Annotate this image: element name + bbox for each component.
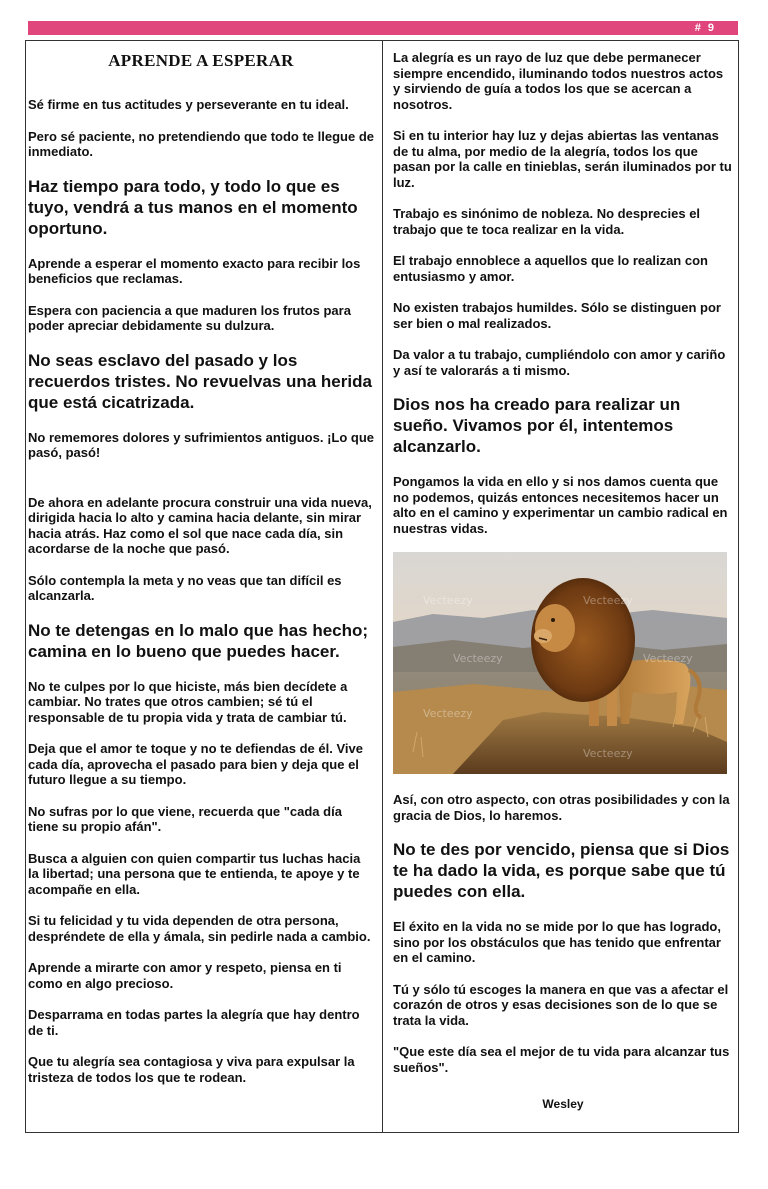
highlight-paragraph: No te des por vencido, piensa que si Dios te ha dado la vida, es porque sabe que tú puedes con ella. — [393, 840, 730, 901]
paragraph: Si en tu interior hay luz y dejas abiertas las ventanas de tu alma, por medio de la alegría, todos los que pasan por la calle en tinieblas, serán iluminados por tu luz. — [393, 128, 732, 190]
right-column — [393, 40, 733, 1111]
paragraph: Aprende a mirarte con amor y respeto, piensa en ti como en algo precioso. — [28, 960, 342, 991]
column-divider — [382, 40, 383, 1133]
paragraph: Trabajo es sinónimo de nobleza. No desprecies el trabajo que te toca realizar en la vida. — [393, 206, 701, 237]
paragraph: No sufras por lo que viene, recuerda que "cada día tiene su propio afán". — [28, 803, 342, 834]
author-signature: Wesley — [542, 1097, 584, 1111]
svg-text:Vecteezy: Vecteezy — [583, 747, 633, 760]
highlight-paragraph: Haz tiempo para todo, y todo lo que es tuyo, vendrá a tus manos en el momento oportuno. — [28, 176, 358, 238]
page-header-bar — [28, 21, 738, 35]
svg-text:Vecteezy: Vecteezy — [643, 652, 693, 665]
svg-text:Vecteezy: Vecteezy — [583, 594, 633, 607]
article-title: APRENDE A ESPERAR — [108, 51, 294, 70]
highlight-paragraph: Dios nos ha creado para realizar un sueño. Vivamos por él, intentemos alcanzarlo. — [393, 395, 681, 456]
paragraph: Espera con paciencia a que maduren los frutos para poder apreciar debidamente su dulzura. — [28, 302, 351, 333]
paragraph: La alegría es un rayo de luz que debe permanecer siempre encendido, iluminando todos nuestros actos y sirviendo de guía a todos los que se acercan a nosotros. — [393, 50, 724, 112]
paragraph: Pero sé paciente, no pretendiendo que todo te llegue de inmediato. — [28, 128, 374, 159]
svg-text:Vecteezy: Vecteezy — [453, 652, 503, 665]
lion-photo — [393, 552, 727, 774]
paragraph: Busca a alguien con quien compartir tus luchas hacia la libertad; una persona que te entienda, te apoye y te acompañe en ella. — [28, 850, 361, 897]
paragraph: Pongamos la vida en ello y si nos damos cuenta que no podemos, quizás entonces necesitemos hacer un alto en el camino y experimentar un cambio radical en nuestras vidas. — [393, 474, 728, 536]
paragraph: Sé firme en tus actitudes y perseverante en tu ideal. — [28, 97, 349, 112]
page-number: # 9 — [694, 22, 716, 34]
right-column-top — [393, 50, 733, 536]
highlight-paragraph: No te detengas en lo malo que has hecho; camina en lo bueno que puedes hacer. — [28, 620, 369, 661]
paragraph: Desparrama en todas partes la alegría que hay dentro de ti. — [28, 1007, 360, 1038]
paragraph: Sólo contempla la meta y no veas que tan difícil es alcanzarla. — [28, 572, 342, 603]
highlight-paragraph: No seas esclavo del pasado y los recuerdos tristes. No revuelvas una herida que está cicatrizada. — [28, 350, 372, 412]
paragraph: Da valor a tu trabajo, cumpliéndolo con amor y cariño y así te valorarás a ti mismo. — [393, 347, 726, 378]
paragraph: De ahora en adelante procura construir una vida nueva, dirigida hacia lo alto y camina hacia delante, sin mirar hacia atrás. Haz como el sol que nace cada día, sin acordarse de la noche que pasó. — [28, 494, 372, 556]
svg-text:Vecteezy: Vecteezy — [423, 707, 473, 720]
paragraph: Aprende a esperar el momento exacto para recibir los beneficios que reclamas. — [28, 255, 361, 286]
svg-text:Vecteezy: Vecteezy — [423, 594, 473, 607]
paragraph: "Que este día sea el mejor de tu vida para alcanzar tus sueños". — [393, 1044, 730, 1075]
paragraph: No rememores dolores y sufrimientos antiguos. ¡Lo que pasó, pasó! — [28, 429, 375, 460]
paragraph: Que tu alegría sea contagiosa y viva para expulsar la tristeza de todos los que te rodean. — [28, 1054, 355, 1085]
paragraph: Si tu felicidad y tu vida dependen de otra persona, despréndete de ella y ámala, sin pedirle nada a cambio. — [28, 913, 371, 944]
paragraph: El trabajo ennoblece a aquellos que lo realizan con entusiasmo y amor. — [393, 253, 708, 284]
left-column-body — [28, 97, 374, 1085]
right-column-bottom — [393, 792, 733, 1075]
paragraph: Así, con otro aspecto, con otras posibilidades y con la gracia de Dios, lo haremos. — [393, 792, 730, 823]
paragraph: El éxito en la vida no se mide por lo que has logrado, sino por los obstáculos que has tenido que enfrentar en el camino. — [393, 919, 721, 965]
paragraph: No te culpes por lo que hiciste, más bien decídete a cambiar. No trates que otros cambien; sé tú el responsable de tu propia vida y trata de cambiar tú. — [28, 678, 348, 725]
left-column — [28, 40, 374, 1101]
paragraph: Deja que el amor te toque y no te defiendas de él. Vive cada día, aprovecha el pasado para bien y deja que el futuro llegue a su tiempo. — [28, 741, 363, 787]
paragraph: Tú y sólo tú escoges la manera en que vas a afectar el corazón de otros y esas decisiones son de lo que se trata la vida. — [393, 981, 729, 1028]
paragraph: No existen trabajos humildes. Sólo se distinguen por ser bien o mal realizados. — [393, 300, 721, 331]
